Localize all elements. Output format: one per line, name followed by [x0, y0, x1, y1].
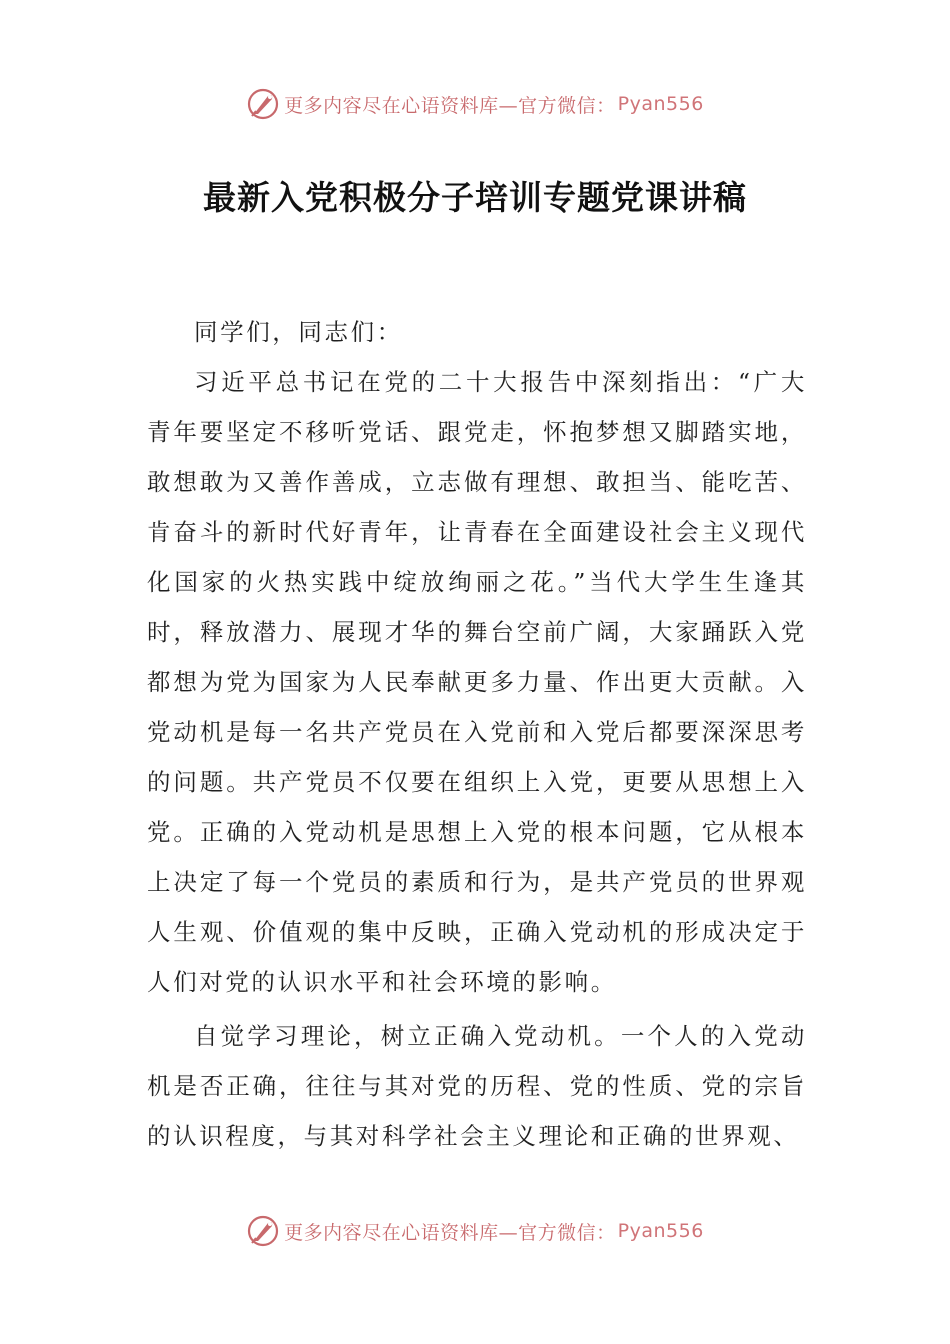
banner-contact: Pyan556: [617, 1220, 704, 1242]
quill-pen-logo-icon: [246, 1214, 280, 1248]
body-paragraph: 自觉学习理论，树立正确入党动机。一个人的入党动机是否正确，往往与其对党的历程、党的性质、党的宗旨的认识程度，与其对科学社会主义理论和正确的世界观、: [147, 1022, 807, 1150]
quill-pen-logo-icon: [246, 87, 280, 121]
banner-text: 更多内容尽在心语资料库—官方微信：: [284, 1221, 616, 1244]
body-paragraph: 习近平总书记在党的二十大报告中深刻指出：“广大青年要坚定不移听党话、跟党走，怀抱梦想又脚踏实地，敢想敢为又善作善成，立志做有理想、敢担当、能吃苦、肯奋斗的新时代好青年，让青春在全面建设社会主义现代化国家的火热实践中绽放绚丽之花。”当代大学生生逢其时，释放潜力、展现才华的舞台空前广阔，大家踊跃入党都想为党为国家为人民奉献更多力量、作出更大贡献。入党动机是每一名共产党员在入党前和入党后都要深深思考的问题。共产党员不仅要在组织上入党，更要从思想上入党。正确的入党动机是思想上入党的根本问题，它从根本上决定了每一个党员的素质和行为，是共产党员的世界观人生观、价值观的集中反映，正确入党动机的形成决定于人们对党的认识水平和社会环境的影响。: [147, 368, 807, 996]
document-body: [147, 307, 807, 1161]
document-title: 最新入党积极分子培训专题党课讲稿: [203, 178, 747, 217]
banner-contact: Pyan556: [617, 93, 704, 115]
header-watermark-banner: [0, 84, 950, 124]
banner-text: 更多内容尽在心语资料库—官方微信：: [284, 94, 616, 117]
footer-watermark-banner: [0, 1211, 950, 1251]
salutation-paragraph: 同学们，同志们：: [194, 318, 403, 346]
